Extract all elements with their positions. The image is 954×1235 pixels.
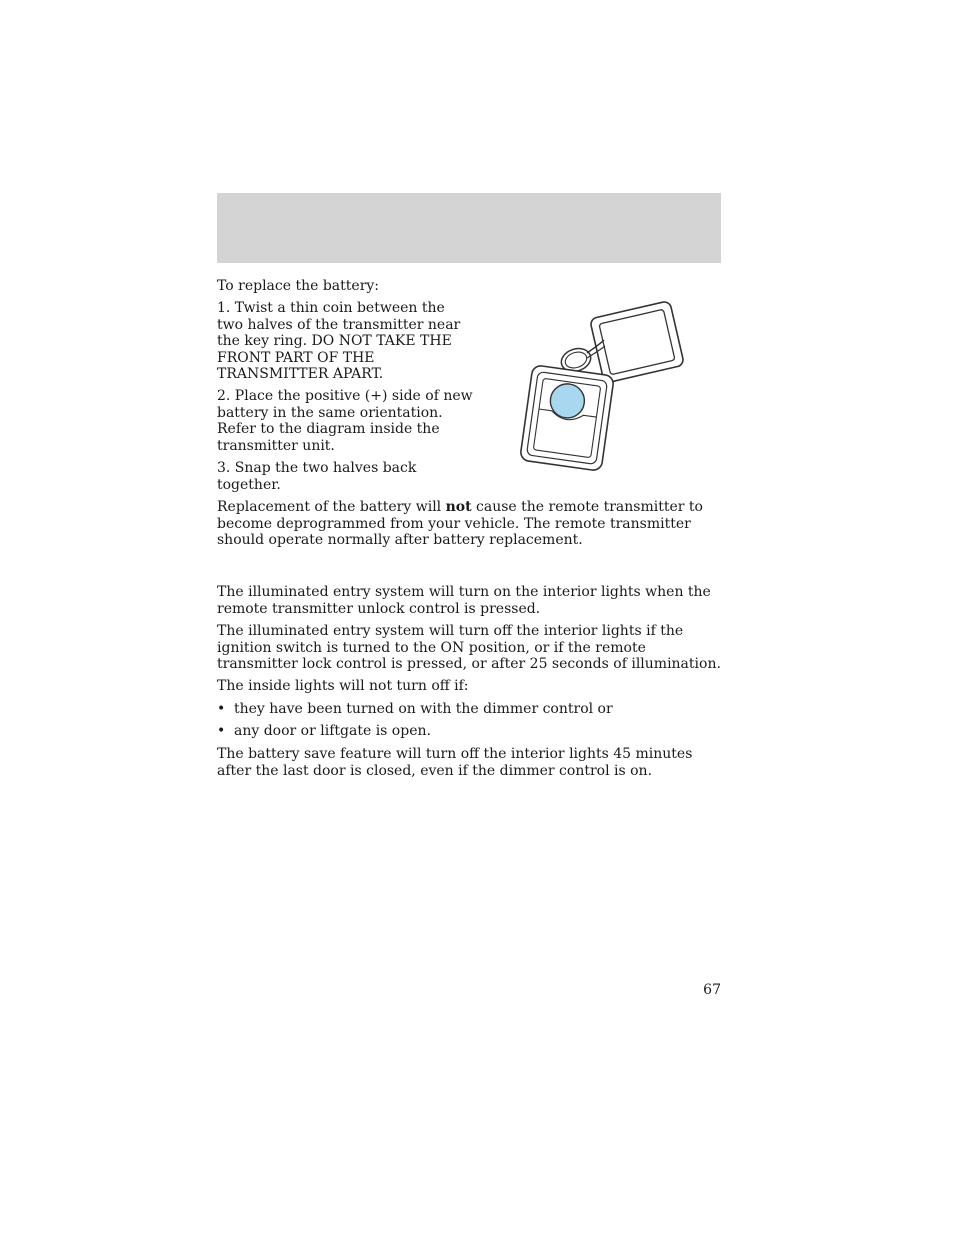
bullet-icon: • <box>217 723 226 739</box>
section-header-band <box>217 193 721 263</box>
step-2: 2. Place the positive (+) side of new battery in the same orientation. Refer to the diagram inside the transmitter unit. <box>217 388 473 454</box>
paragraph-not-turn-off: The inside lights will not turn off if: <box>217 678 469 694</box>
step-3: 3. Snap the two halves back together. <box>217 460 417 493</box>
page-number: 67 <box>703 982 721 998</box>
step-1: 1. Twist a thin coin between the two halves of the transmitter near the key ring. DO NOT TAKE THE FRONT PART OF THE TRANSMITTER APART. <box>217 300 461 382</box>
key-fob-transmitter-illustration <box>514 300 694 472</box>
bullet-icon: • <box>217 701 226 717</box>
replacement-note: Replacement of the battery will not cause the remote transmitter to become deprogrammed from your vehicle. The remote transmitter should operate normally after battery replacement. <box>217 499 703 548</box>
closing-paragraph: The battery save feature will turn off the interior lights 45 minutes after the last door is closed, even if the dimmer control is on. <box>217 746 693 779</box>
paragraph-turn-off: The illuminated entry system will turn off the interior lights if the ignition switch is turned to the ON position, or if the remote transmitter lock control is pressed, or after 25 seconds of illumination. <box>217 623 721 672</box>
paragraph-turn-on: The illuminated entry system will turn on the interior lights when the remote transmitter unlock control is pressed. <box>217 584 711 617</box>
intro-text: To replace the battery: <box>217 278 380 294</box>
